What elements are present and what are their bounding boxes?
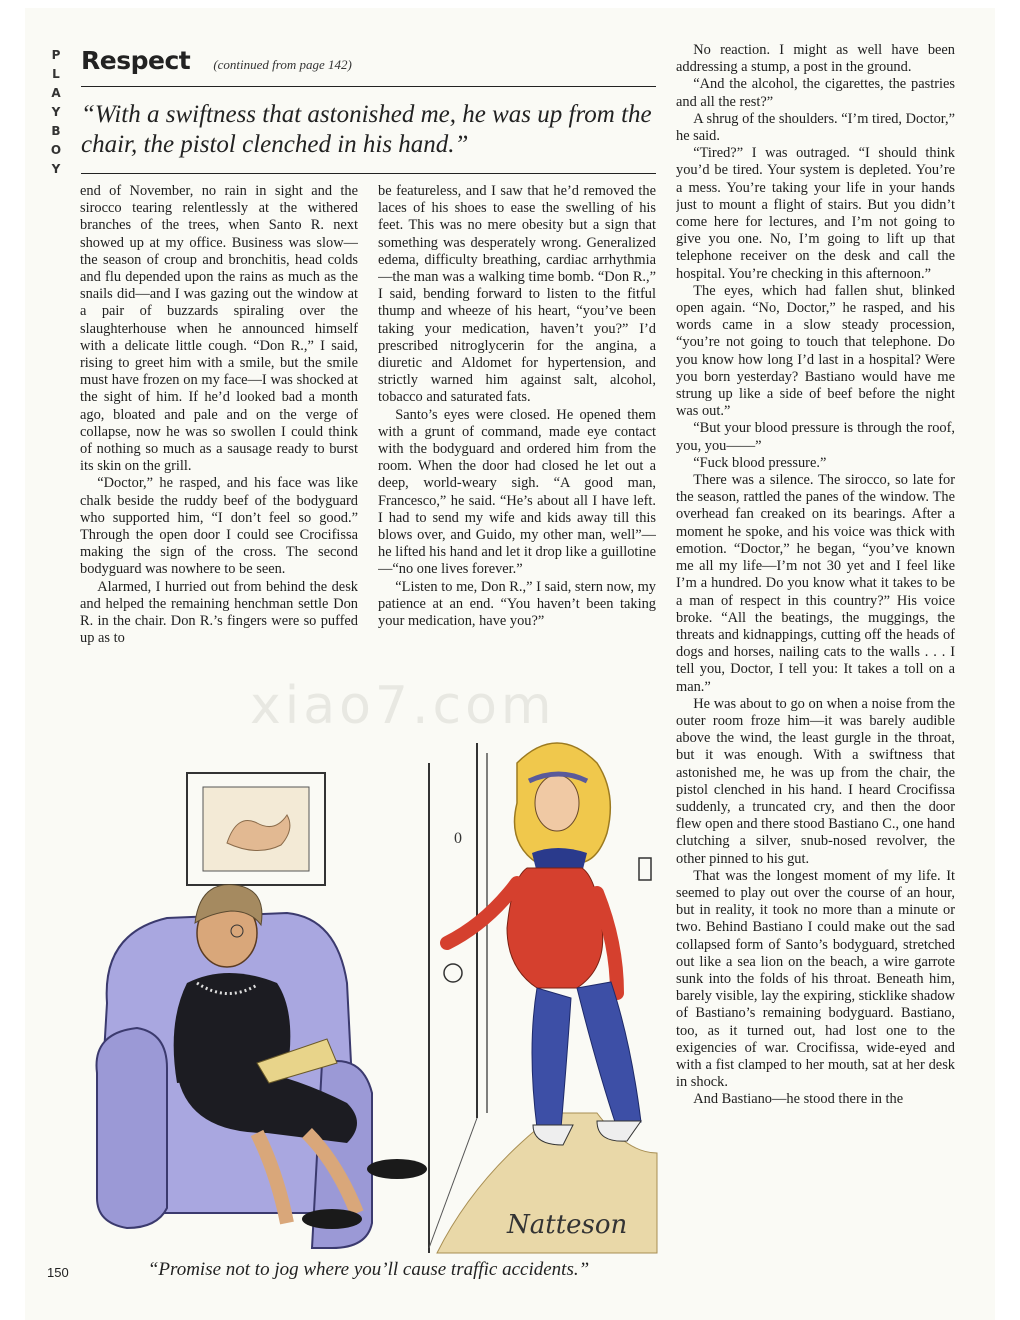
continued-note: (continued from page 142) — [213, 57, 352, 72]
page-number: 150 — [47, 1265, 69, 1280]
text-column-3 — [676, 42, 955, 1292]
paragraph: And Bastiano—he stood there in the — [693, 1091, 904, 1108]
pull-quote-rule — [81, 173, 656, 174]
cartoon-caption: “Promise not to jog where you’ll cause traffic accidents.” — [147, 1259, 590, 1280]
paragraph: “And the alcohol, the cigarettes, the pastries and all the rest?” — [676, 76, 955, 110]
framed-picture — [187, 773, 325, 885]
article-header — [81, 46, 656, 75]
cartoon-illustration — [77, 733, 659, 1258]
paragraph: The eyes, which had fallen shut, blinked open again. “No, Doctor,” he rasped, and his words came in a slow steady procession, “you’re not going to touch that telephone. Do you know how long I’d last in a hospital? Were you born yesterday? Bastiano would have me strung up like a side of beef before the night was out.” — [676, 282, 955, 420]
light-switch — [639, 858, 651, 880]
paragraph: That was the longest moment of my life. It seemed to play out over the course of an hour, but in reality, it took no more than a minute or two. Behind Bastiano I could make out the sad collapsed form of Santo’s bodyguard, stretched out like a sea lion on the beach, a wire garrote sunk into the folds of his throat. Beneath him, barely visible, lay the expiring, sticklike shadow of Bastiano’s remaining bodyguard. Bastiano, too, as it turned out, had lost one to the exigencies of war. Crocifissa, wide-eyed and with a fist clamped to her mouth, sat at her desk in shock. — [676, 867, 955, 1091]
paragraph: No reaction. I might as well have been addressing a stump, a post in the ground. — [676, 42, 955, 76]
logo-letter: A — [51, 86, 61, 100]
text-column-2 — [378, 183, 656, 705]
paragraph: There was a silence. The sirocco, so late for the season, rattled the panes of the window. The overhead fan creaked on its bearings. After a moment he spoke, and his voice was thick with emotion. “Doctor,” he began, “you’ve known me all my life—I’m not 30 yet and I feel like I’m a hundred. Do you know what it takes to be a man of respect in this country?” His voice broke. “All the beatings, the muggings, the threats and kidnappings, cutting off the heads of dogs and horses, nailing cats to the walls . . . I tell you, Doctor, I tell you: It takes a toll on a man.” — [676, 472, 955, 695]
vertical-masthead — [47, 46, 65, 179]
paragraph: “Tired?” I was outraged. “I should think you’d be tired. Your system is depleted. You’re a mess. You’re taking your life in your hands just to mount a flight of stairs. But you didn’t come here for lectures, and I’m not going to give you one. No, I’m going to lift up that telephone receiver on the desk and call the hospital. You’re checking in this afternoon.” — [676, 145, 955, 282]
paragraph: “Doctor,” he rasped, and his face was like chalk beside the ruddy beef of the bodyguard who supported him, “I don’t feel so good.” Through the open door I could see Crocifissa making the sign of the cross. The second bodyguard was nowhere to be seen. — [80, 475, 358, 578]
svg-text:0: 0 — [454, 830, 462, 847]
article-title: Respect — [81, 46, 191, 75]
logo-letter: Y — [51, 162, 61, 176]
magazine-page — [25, 8, 995, 1320]
artist-signature: Natteson — [507, 1210, 628, 1240]
paragraph: He was about to go on when a noise from the outer room froze him—it was barely audible above the wind, the least gurgle in the throat, but it was enough. With a swiftness that astonished me, he was up from the chair, the pistol clenched in his hand. I heard Crocifissa suddenly, a truncated cry, and then the door flew open and there stood Bastiano C., one hand clutching a silver, snub-nosed revolver, the other pinned to his gut. — [676, 695, 955, 867]
paragraph: Alarmed, I hurried out from behind the desk and helped the remaining henchman settle Don R. in the chair. Don R.’s fingers were so puffed up as to — [80, 578, 358, 647]
paragraph: A shrug of the shoulders. “I’m tired, Doctor,” he said. — [676, 110, 955, 145]
pull-quote: “With a swiftness that astonished me, he was up from the chair, the pistol clenched in his hand.” — [81, 101, 652, 158]
watermark: xiao7.com — [250, 676, 556, 736]
paragraph: be featureless, and I saw that he’d removed the laces of his shoes to ease the swelling of his feet. This was no mere obesity but a sign that something was desperately wrong. Generalized edema, difficulty breathing, cardiac arrhythmia—the man was a walking time bomb. “Don R.,” I said, bending forward to listen to the fitful thump and wheeze of his heart, “you’ve been taking your medication, haven’t you?” I’d prescribed nitroglycerin for the angina, a diuretic and Aldomet for hypertension, and strictly warned him against salt, alcohol, tobacco and saturated fats. — [378, 183, 656, 406]
paragraph: Santo’s eyes were closed. He opened them with a grunt of command, made eye contact with the bodyguard and ordered him from the room. When the door had closed he let out a deep, world-weary sigh. “A good man, Francesco,” he said. “He’s about all I have left. I had to send my wife and kids away till this blows over, and Guido, my other man, well”—he lifted his hand and let it drop like a guillotine—“no one lives forever.” — [378, 406, 656, 578]
logo-letter: O — [50, 143, 62, 157]
logo-letter: Y — [51, 105, 61, 119]
paragraph: “Fuck blood pressure.” — [693, 454, 827, 471]
logo-letter: B — [51, 124, 61, 138]
logo-letter: P — [51, 48, 61, 62]
header-rule — [81, 86, 656, 87]
text-column-1 — [80, 183, 358, 705]
paragraph: end of November, no rain in sight and the sirocco tearing relentlessly at the withered branches of the trees, when Santo R. next showed up at my office. Business was slow—the season of croup and bronchitis, head colds and flu depended upon the rains as much as the snails did—and I was gazing out the window at a pair of buzzards spiraling over the slaughterhouse when he announced himself with a delicate little cough. “Don R.,” I said, rising to greet him with a smile, but the smile must have frozen on my face—I was shocked at the sight of him. If he’d looked bad a month ago, bloated and pale and on the verge of collapse, now he was so swollen I could think of nothing so much as a sausage ready to burst its skin on the grill. — [80, 183, 358, 475]
logo-letter: L — [52, 67, 60, 81]
paragraph: “Listen to me, Don R.,” I said, stern now, my patience at an end. “You haven’t been taking your medication, have you?” — [378, 578, 656, 630]
paragraph: “But your blood pressure is through the roof, you, you——” — [676, 420, 955, 454]
